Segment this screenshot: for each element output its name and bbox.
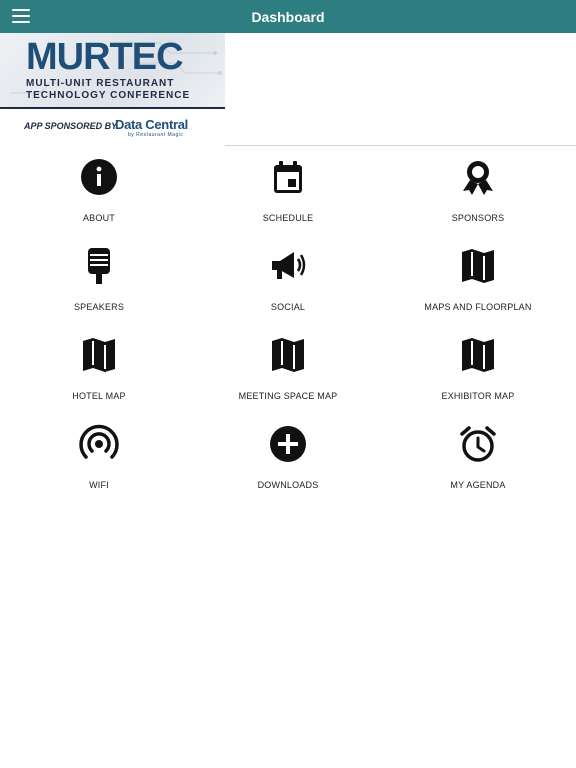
tile-downloads[interactable]	[193, 420, 383, 508]
hamburger-menu-icon[interactable]	[12, 9, 30, 23]
tile-label: WIFI	[89, 480, 109, 490]
tile-my-agenda[interactable]	[383, 420, 573, 508]
map-icon	[268, 335, 308, 375]
tile-label: MEETING SPACE MAP	[238, 391, 338, 401]
tile-label: SPONSORS	[451, 213, 505, 223]
megaphone-icon	[268, 246, 308, 286]
tile-maps-floorplan[interactable]	[383, 242, 573, 330]
app-header	[0, 0, 576, 33]
award-ribbon-icon	[458, 157, 498, 197]
tile-label: EXHIBITOR MAP	[441, 391, 515, 401]
tile-label: HOTEL MAP	[72, 391, 126, 401]
sponsor-logo: Data Central	[115, 117, 188, 132]
tile-label: SPEAKERS	[73, 302, 125, 312]
map-icon	[458, 246, 498, 286]
tile-sponsors[interactable]	[383, 153, 573, 241]
tile-meeting-space-map[interactable]	[193, 331, 383, 419]
tile-schedule[interactable]	[193, 153, 383, 241]
alarm-clock-icon	[458, 424, 498, 464]
tile-social[interactable]	[193, 242, 383, 330]
tile-hotel-map[interactable]	[4, 331, 194, 419]
info-icon	[79, 157, 119, 197]
microphone-icon	[79, 246, 119, 286]
header-divider	[225, 145, 576, 146]
map-icon	[79, 335, 119, 375]
murtec-wordmark: MURTEC	[26, 36, 183, 78]
tile-label: SOCIAL	[270, 302, 306, 312]
conference-name-line1: MULTI-UNIT RESTAURANT	[26, 78, 175, 89]
tile-label: DOWNLOADS	[257, 480, 319, 490]
wifi-antenna-icon	[79, 424, 119, 464]
tile-label: ABOUT	[82, 213, 115, 223]
calendar-icon	[268, 157, 308, 197]
sponsor-subtitle: by Restaurant Magic	[128, 132, 184, 138]
tile-label: SCHEDULE	[262, 213, 314, 223]
tile-label: MAPS AND FLOORPLAN	[424, 302, 532, 312]
tile-speakers[interactable]	[4, 242, 194, 330]
page-title: Dashboard	[251, 8, 325, 25]
add-circle-icon	[268, 424, 308, 464]
tile-about[interactable]	[4, 153, 194, 241]
conference-banner[interactable]	[0, 33, 225, 145]
murtec-logo	[0, 33, 225, 109]
conference-name-line2: TECHNOLOGY CONFERENCE	[26, 90, 191, 101]
sponsored-by-text: APP SPONSORED BY	[24, 121, 118, 131]
tile-wifi[interactable]	[4, 420, 194, 508]
tile-exhibitor-map[interactable]	[383, 331, 573, 419]
map-icon	[458, 335, 498, 375]
tile-label: MY AGENDA	[450, 480, 506, 490]
